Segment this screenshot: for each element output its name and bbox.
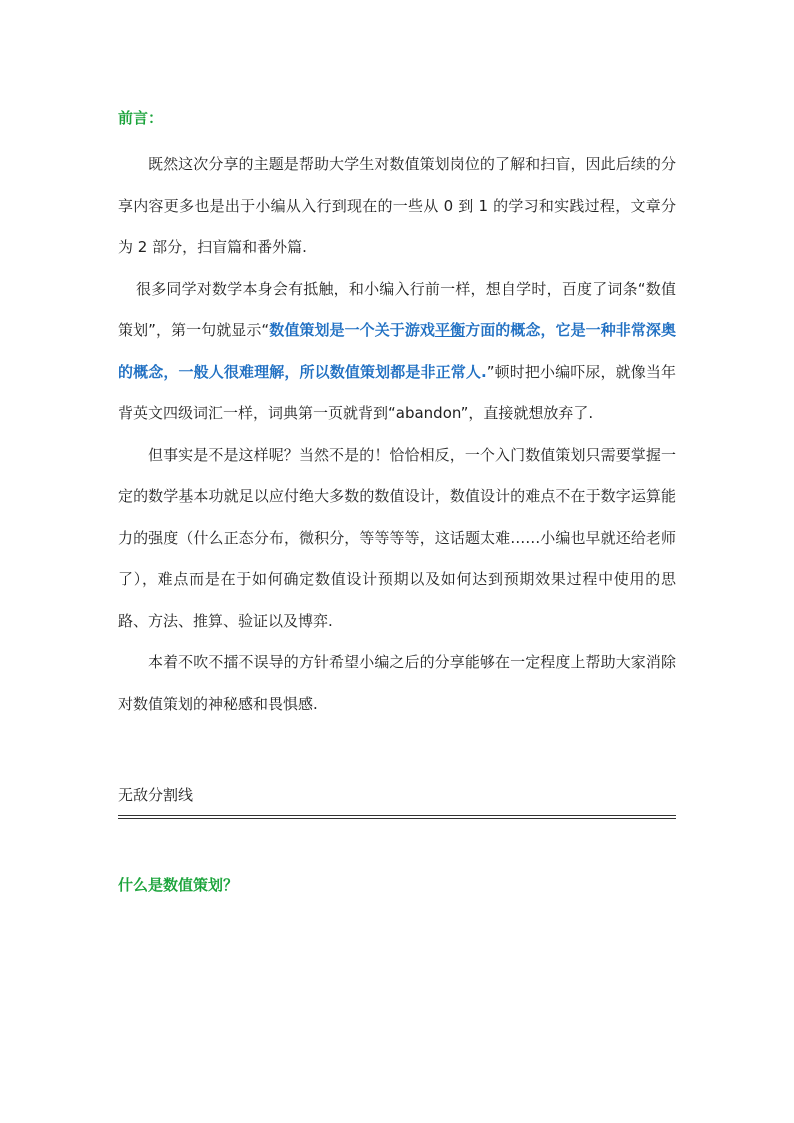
paragraph-2-intro: 很多同学对数学本身会有抵触，和小编入行前一样，想自学时，百度了词条“数值策划”，第一句就显示“ — [118, 279, 676, 339]
double-divider-line — [118, 815, 676, 819]
preface-paragraph-3: 但事实是不是这样呢？当然不是的！恰恰相反，一个入门数值策划只需要掌握一定的数学基本功就足以应付绝大多数的数值设计，数值设计的难点不在于数字运算能力的强度（什么正态分布，微积分，等等等等，这话题太难……小编也早就还给老师了），难点而是在于如何确定数值设计预期以及如何达到预期效果过程中使用的思路、方法、推算、验证以及博弈. — [118, 445, 676, 630]
preface-heading: 前言： — [118, 109, 164, 127]
paragraph-2-outro: ”顿时把小编吓尿，就像当年背英文四级词汇一样，词典第一页就背到“abandon”，直接就想放弃了. — [118, 362, 676, 422]
preface-paragraph-1: 既然这次分享的主题是帮助大学生对数值策划岗位的了解和扫盲，因此后续的分享内容更多也是出于小编从入行到现在的一些从 0 到 1 的学习和实践过程，文章分为 2 部分，扫盲篇和番外篇. — [118, 155, 676, 256]
highlighted-quote: 数值策划是一个关于游戏平衡方面的概念，它是一种非常深奥的概念，一般人很难理解，所以数值策划都是非正常人. — [118, 321, 676, 381]
section-heading-what-is-numerical-design: 什么是数值策划？ — [118, 876, 239, 894]
preface-paragraph-4: 本着不吹不擂不误导的方针希望小编之后的分享能够在一定程度上帮助大家消除对数值策划的神秘感和畏惧感. — [118, 653, 676, 713]
preface-paragraph-2 — [118, 269, 676, 435]
document-body — [118, 104, 676, 899]
divider-title: 无敌分割线 — [118, 786, 194, 804]
balance-link[interactable]: 平衡 — [435, 321, 466, 339]
